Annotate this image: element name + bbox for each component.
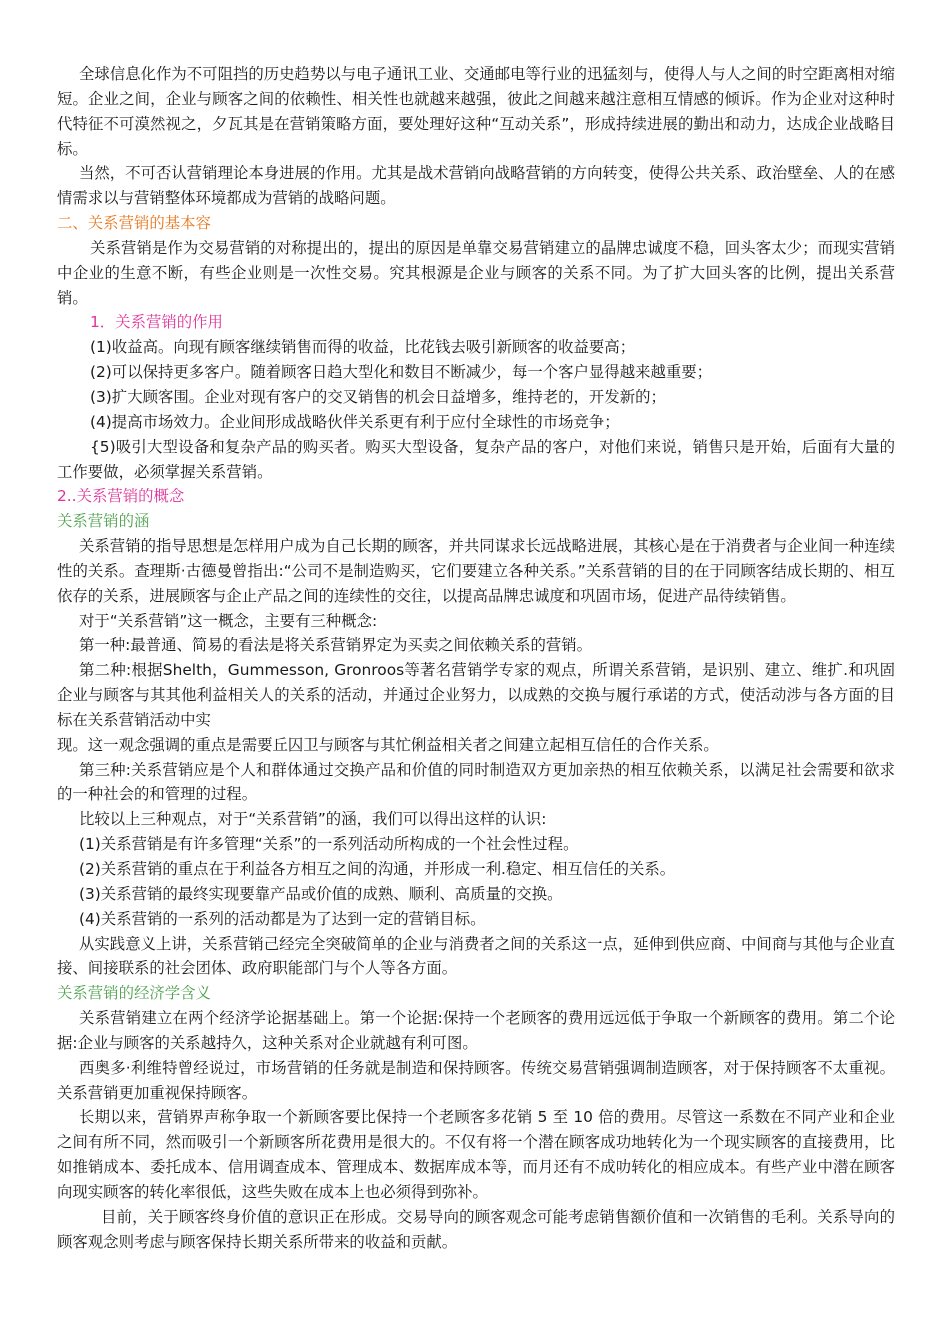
paragraph-economics-3: 长期以来，营销界声称争取一个新顾客要比保持一个老顾客多花销 5 至 10 倍的费用。尽管这一系数在不同产业和企业之间有所不同，然而吸引一个新顾客所花费用是很大的。不仅有将一个潜在顾客成功地转化为一个现实顾客的直接费用，比如推销成本、委托成本、信用调查成本、管理成本、数据库成本等，而月还有不成叻转化的相应成本。有些产业中潜在顾客向现实顾客的转化率很低，这些失败在成本上也必须得到弥补。 (57, 1108, 895, 1201)
list-item-role-4: (4)提高市场效力。企业间形成战略伙伴关系更有利于应付全球性的市场竞争； (90, 412, 620, 431)
list-item-understanding-2: (2)关系营销的重点在于利益各方相互之间的沟通，并形成一利.稳定、相互信任的关系。 (79, 860, 676, 878)
paragraph-three-concepts: 对于“关系营销”这一概念，主要有三种概念: (79, 611, 378, 630)
paragraph-concept-3: 第三种:关系营销应是个人和群体通过交换产品和价值的同时制造双方更加亲热的相互依赖关系，以满足社会需要和欲求的一种社会的和管理的过程。 (57, 760, 895, 804)
subheading-connotation: 关系营销的涵 (57, 512, 150, 531)
paragraph-practice: 从实践意义上讲，关系营销己经完全突破简单的企业与消费者之间的关系这一点，延伸到供应商、中间商与其他与企业直接、间接联系的社会团体、政府职能部门与个人等各方面。 (57, 934, 895, 978)
paragraph-basic-content: 关系营销是作为交易营销的对称提出的，提出的原因是单靠交易营销建立的晶牌忠诚度不稳，回头客太少；而现实营销中企业的生意不断，有些企业则是一次性交易。究其根源是企业与顾客的关系不同。为了扩大回头客的比例，提出关系营销。 (57, 238, 895, 307)
list-item-role-2: (2)可以保持更多客户。随着顾客日趋大型化和数目不断减少，每一个客户显得越来越重要； (90, 363, 713, 382)
paragraph-connotation: 关系营销的指导思想是怎样用户成为自己长期的顾客，并共同谋求长远战略进展，其核心是在于消费者与企业间一种连续性的关系。查理斯·古德曼曾指出:“公司不是制造购买，它们要建立各种关系。”关系营销的目的在于同顾客结成长期的、相互依存的关系，进展顾客与企止产品之间的连续性的交往，以提高品牌忠诚度和巩固市场，促进产品待续销售。 (57, 537, 895, 605)
paragraph-concept-2-cont: 现。这一观念强调的重点是需要丘囚卫与顾客与其忙俐益相关者之间建立起相互信任的合作关系。 (57, 735, 719, 754)
paragraph-concept-1: 第一种:最普通、简易的看法是将关系营销界定为买卖之间依赖关系的营销。 (79, 636, 593, 655)
paragraph-intro-2: 当然，不可否认营销理论本身进展的作用。尤其是战术营销向战略营销的方向转变，使得公共关系、政治壁垒、人的在感情需求以与营销整体环境都成为营销的战略问题。 (57, 164, 895, 208)
paragraph-concept-2: 第二种:根据Shelth，Gummesson, Gronroos等著名营销学专家的观点，所谓关系营销，是识别、建立、维扩.和巩固企业与顾客与其其他利益相关人的关系的活动，并通过企业努力，以成熟的交换与履行承诺的方式，使活动涉与各方面的目标在关系营销活动中实 (57, 661, 895, 729)
paragraph-comparison: 比较以上三种观点，对于“关系营销”的涵，我们可以得出这样的认识: (79, 810, 547, 829)
paragraph-economics-1: 关系营销建立在两个经济学论据基础上。第一个论据:保持一个老顾客的费用远远低于争取一个新顾客的费用。第二个论据:企业与顾客的关系越持久，这种关系对企业就越有利可图。 (57, 1009, 895, 1052)
subheading-economics: 关系营销的经济学含义 (57, 984, 211, 1003)
subheading-role: 1．关系营销的作用 (90, 313, 223, 332)
document-page (57, 62, 895, 1255)
list-item-understanding-1: (1)关系营销是有许多管理“关系”的一系列活动所构成的一个社会性过程。 (79, 835, 579, 854)
list-item-role-5: {5)吸引大型设备和复杂产品的购买者。购买大型设备，复杂产品的客户，对他们来说，销售只是开始，后面有大量的工作要做，必须掌握关系营销。 (57, 437, 895, 481)
subheading-concept: 2..关系营销的概念 (57, 487, 185, 506)
list-item-understanding-4: (4)关系营销的一系列的活动都是为了达到一定的营销目标。 (79, 909, 486, 928)
list-item-understanding-3: (3)关系营销的最终实现要靠产品或价值的成熟、顺利、高质量的交换。 (79, 884, 563, 903)
paragraph-economics-2: 西奥多·利维特曾经说过，市场营销的任务就是制造和保持顾客。传统交易营销强调制造顾客，对于保持顾客不太重视。关系营销更加重视保持顾客。 (57, 1058, 895, 1102)
list-item-role-3: (3)扩大顾客围。企业对现有客户的交叉销售的机会日益增多，维持老的，开发新的； (90, 387, 666, 406)
section-heading-basic-content: 二、关系营销的基本容 (57, 214, 211, 233)
list-item-role-1: (1)收益高。向现有顾客继续销售而得的收益，比花钱去吸引新顾客的收益要高； (90, 338, 636, 357)
paragraph-economics-4: 目前，关于顾客终身价值的意识正在形成。交易导向的顾客观念可能考虑销售额价值和一次销售的毛利。关系导向的顾客观念则考虑与顾客保持长期关系所带来的收益和贡献。 (57, 1207, 895, 1251)
paragraph-intro-1: 全球信息化作为不可阻挡的历史趋势以与电子通讯工业、交通邮电等行业的迅猛刻与，使得人与人之间的时空距离相对缩短。企业之间，企业与顾客之间的依赖性、相关性也就越来越强，彼此之间越来越注意相互情感的倾诉。作为企业对这种时代特征不可漠然视之，夕瓦其是在营销策略方面，要处理好这种“互动关系”，形成持续进展的勤出和动力，达成企业战略目标。 (57, 65, 895, 158)
